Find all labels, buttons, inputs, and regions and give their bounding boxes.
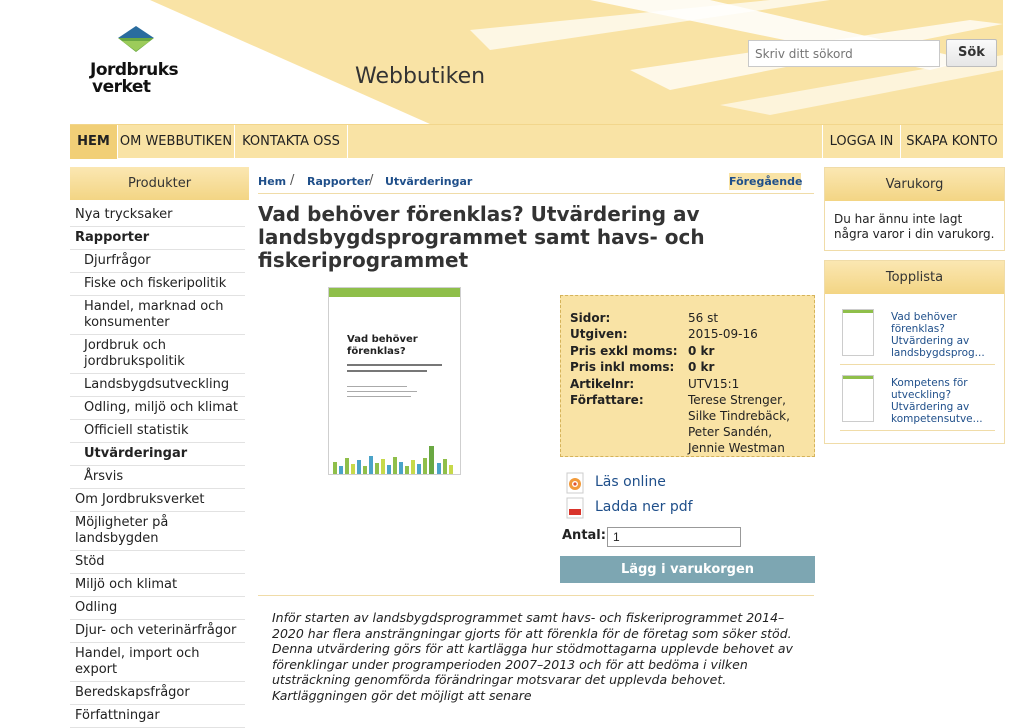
breadcrumb-evaluations[interactable]: Utvärderingar: [385, 175, 473, 188]
logo-text: [90, 62, 178, 96]
sidebar-item[interactable]: Årsvis: [70, 466, 245, 489]
product-description: Inför starten av landsbygdsprogrammet samt havs- och fiskeriprogrammet 2014–2020 har flera ansträngningar gjorts för att förenkla för de företag som söker stöd. Denna utvärdering görs för att kartlägga hur stödmottagarna upplevde behovet av förenklingar under programperioden 2007–2013 och för att bedöma i vilken utsträckning genomförda förändringar motsvarar det upplevda behovet. Kartläggningen gör det möjligt att senare: [272, 610, 793, 703]
cart-box: [824, 167, 1005, 251]
nav-login[interactable]: LOGGA IN: [822, 125, 900, 159]
logo-mark-icon: [88, 24, 198, 64]
cover-text-line: [347, 386, 407, 387]
sidebar-item[interactable]: Rapporter: [70, 227, 245, 250]
toplist-heading: Topplista: [825, 261, 1004, 294]
download-pdf-label: Ladda ner pdf: [595, 499, 693, 515]
nav-contact[interactable]: KONTAKTA OSS: [235, 125, 348, 159]
cover-bars-graphic: [329, 444, 460, 474]
detail-label: Utgiven:: [570, 327, 628, 341]
main-nav: [70, 124, 1003, 158]
sidebar-item[interactable]: Möjligheter på landsbygden: [70, 512, 245, 551]
divider: [258, 595, 814, 596]
breadcrumb-separator: /: [369, 173, 374, 188]
sidebar-item[interactable]: Officiell statistik: [70, 420, 245, 443]
products-heading: Produkter: [70, 167, 249, 200]
sidebar-item[interactable]: Jordbruk och jordbrukspolitik: [70, 335, 245, 374]
read-online-label: Läs online: [595, 474, 666, 490]
previous-button[interactable]: Föregående: [729, 175, 803, 188]
sidebar-item[interactable]: Författningar: [70, 705, 245, 728]
site-title: Webbutiken: [355, 64, 486, 89]
breadcrumb-separator: /: [290, 173, 295, 188]
sidebar-item[interactable]: Djur- och veterinärfrågor: [70, 620, 245, 643]
toplist-item[interactable]: [840, 305, 995, 365]
detail-value: UTV15:1: [688, 377, 740, 391]
detail-label: Författare:: [570, 393, 644, 407]
toplist-thumbnail: [842, 375, 874, 422]
product-cover-image[interactable]: [328, 287, 461, 475]
sidebar-item[interactable]: Utvärderingar: [70, 443, 245, 466]
sidebar-item[interactable]: Nya trycksaker: [70, 204, 245, 227]
toplist-item-label[interactable]: Kompetens för utveckling? Utvärdering av kompetensutve...: [891, 377, 983, 425]
sidebar-item[interactable]: Landsbygdsutveckling: [70, 374, 245, 397]
detail-label: Pris inkl moms:: [570, 360, 675, 374]
toplist-item-label[interactable]: Vad behöver förenklas? Utvärdering av landsbygdsprog...: [891, 311, 985, 359]
detail-value: 0 kr: [688, 360, 715, 374]
add-to-cart-button[interactable]: Lägg i varukorgen: [560, 556, 815, 583]
detail-label: Sidor:: [570, 311, 611, 325]
sidebar-item[interactable]: Miljö och klimat: [70, 574, 245, 597]
nav-about-shop[interactable]: OM WEBBUTIKEN: [118, 125, 235, 159]
cover-text-line: [347, 364, 442, 366]
cover-text-line: [347, 396, 411, 397]
detail-label: Pris exkl moms:: [570, 344, 678, 358]
toplist-box: [824, 260, 1005, 444]
cover-text-line: [347, 391, 417, 392]
product-details: [560, 295, 815, 457]
detail-value: 56 st: [688, 311, 719, 325]
sidebar-item[interactable]: Beredskapsfrågor: [70, 682, 245, 705]
toplist-item[interactable]: [840, 371, 995, 431]
sidebar-item[interactable]: Handel, import och export: [70, 643, 245, 682]
detail-value: Terese Strenger, Silke Tindrebäck, Peter Sandén, Jennie Westman: [688, 393, 790, 455]
nav-home[interactable]: HEM: [70, 125, 118, 159]
cart-heading[interactable]: Varukorg: [825, 168, 1004, 201]
sidebar-item[interactable]: Om Jordbruksverket: [70, 489, 245, 512]
nav-create-account[interactable]: SKAPA KONTO: [900, 125, 1003, 159]
sidebar-item[interactable]: Stöd: [70, 551, 245, 574]
search-button[interactable]: Sök: [946, 39, 997, 67]
product-category-list: [70, 204, 245, 728]
product-title: Vad behöver förenklas? Utvärdering av landsbygdsprogrammet samt havs- och fiskeriprogrammet: [258, 202, 705, 272]
sidebar-item[interactable]: Odling, miljö och klimat: [70, 397, 245, 420]
cover-text-line: [347, 370, 427, 372]
quantity-input[interactable]: [607, 527, 741, 547]
sidebar-item[interactable]: Djurfrågor: [70, 250, 245, 273]
read-online-icon: [566, 472, 584, 494]
sidebar-item[interactable]: Odling: [70, 597, 245, 620]
detail-value: 2015-09-16: [688, 327, 758, 341]
search-input[interactable]: [748, 40, 940, 67]
quantity-label: Antal:: [562, 528, 606, 543]
sidebar-item[interactable]: Fiske och fiskeripolitik: [70, 273, 245, 296]
breadcrumb-home[interactable]: Hem: [258, 175, 287, 188]
logo-text-line-1: Jordbruks: [90, 60, 179, 80]
pdf-icon: [566, 497, 584, 519]
logo-text-line-2: verket: [92, 77, 151, 97]
cart-empty-text: Du har ännu inte lagt några varor i din varukorg.: [834, 212, 995, 241]
cover-title: Vad behöver förenklas?: [347, 334, 418, 357]
detail-label: Artikelnr:: [570, 377, 635, 391]
detail-value: 0 kr: [688, 344, 715, 358]
cover-strip: [329, 288, 460, 297]
sidebar-item[interactable]: Handel, marknad och konsumenter: [70, 296, 245, 335]
toplist-thumbnail: [842, 309, 874, 356]
breadcrumb-reports[interactable]: Rapporter: [307, 175, 370, 188]
